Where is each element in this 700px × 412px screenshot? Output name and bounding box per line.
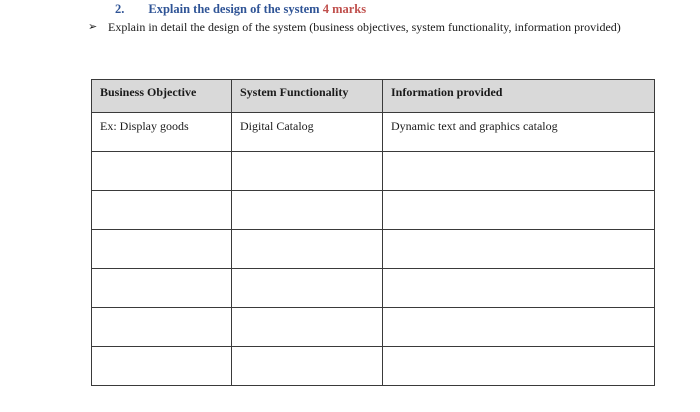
table-cell[interactable] (383, 269, 655, 308)
header-business-objective: Business Objective (92, 80, 232, 113)
table-cell[interactable] (232, 191, 383, 230)
table-header-row (92, 80, 655, 113)
question-number: 2. (115, 2, 125, 16)
table-cell[interactable] (92, 347, 232, 386)
question-marks: 4 marks (322, 2, 367, 16)
table-cell[interactable]: Ex: Display goods (92, 113, 232, 152)
table-cell[interactable] (92, 308, 232, 347)
table-cell[interactable] (92, 152, 232, 191)
table-cell[interactable]: Dynamic text and graphics catalog (383, 113, 655, 152)
table-row (92, 347, 655, 386)
header-system-functionality: System Functionality (232, 80, 383, 113)
table-cell[interactable] (92, 230, 232, 269)
table-row (92, 230, 655, 269)
table-row (92, 152, 655, 191)
table-cell[interactable] (232, 230, 383, 269)
table-row (92, 308, 655, 347)
design-table (91, 79, 655, 386)
table-cell[interactable] (383, 347, 655, 386)
table-cell[interactable] (383, 152, 655, 191)
table-cell[interactable] (92, 191, 232, 230)
table-cell[interactable] (383, 191, 655, 230)
table-cell[interactable] (92, 269, 232, 308)
instruction-text: Explain in detail the design of the system (business objectives, system functionality, information provided) (108, 20, 621, 34)
header-information-provided: Information provided (383, 80, 655, 113)
table-cell[interactable] (383, 308, 655, 347)
table-cell[interactable] (383, 230, 655, 269)
table-cell[interactable] (232, 152, 383, 191)
question-heading (115, 2, 366, 17)
question-title: Explain the design of the system (148, 2, 320, 16)
table-cell[interactable] (232, 308, 383, 347)
table-cell[interactable] (232, 269, 383, 308)
table-row (92, 113, 655, 152)
table-cell[interactable]: Digital Catalog (232, 113, 383, 152)
arrow-bullet-icon: ➢ (88, 21, 98, 33)
table-row (92, 269, 655, 308)
table-row (92, 191, 655, 230)
instruction-bullet (88, 19, 648, 36)
table-cell[interactable] (232, 347, 383, 386)
